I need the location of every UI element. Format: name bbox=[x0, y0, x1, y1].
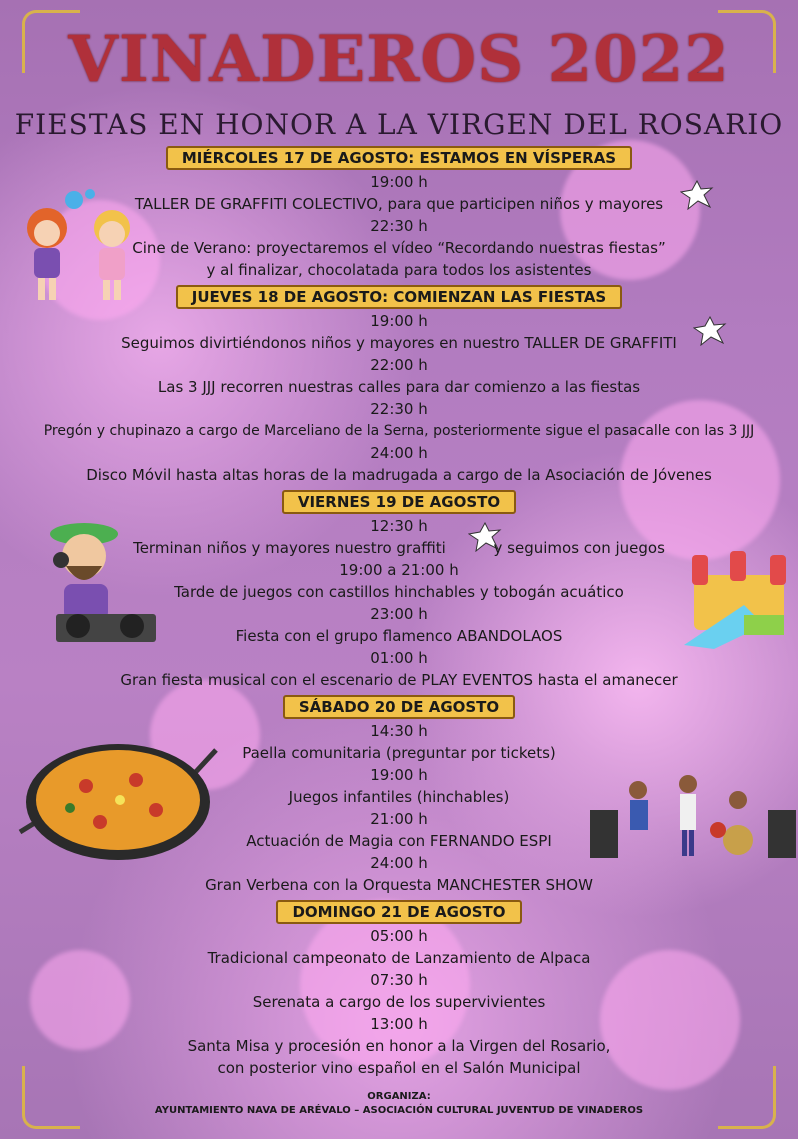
event-time: 24:00 h bbox=[370, 444, 428, 462]
day-section bbox=[0, 285, 798, 486]
event-text: Gran fiesta musical con el escenario de PLAY EVENTOS hasta el amanecer bbox=[120, 671, 678, 689]
event-time: 22:30 h bbox=[370, 400, 428, 418]
event-text: Fiesta con el grupo flamenco ABANDOLAOS bbox=[235, 627, 563, 645]
footer-organizers: AYUNTAMIENTO NAVA DE ARÉVALO – ASOCIACIÓN CULTURAL JUVENTUD DE VINADEROS bbox=[154, 1105, 644, 1116]
event-time: 23:00 h bbox=[370, 605, 428, 623]
event-time: 22:30 h bbox=[370, 217, 428, 235]
event-text: Seguimos divirtiéndonos niños y mayores en nuestro TALLER DE GRAFFITI bbox=[121, 334, 677, 352]
event-text: Juegos infantiles (hinchables) bbox=[288, 788, 510, 806]
event-time: 13:00 h bbox=[370, 1015, 428, 1033]
poster-subtitle: FIESTAS EN HONOR A LA VIRGEN DEL ROSARIO bbox=[14, 108, 784, 141]
event-text: y al finalizar, chocolatada para todos los asistentes bbox=[206, 261, 592, 279]
event-time: 07:30 h bbox=[370, 971, 428, 989]
event-time: 22:00 h bbox=[370, 356, 428, 374]
event-time: 12:30 h bbox=[370, 517, 428, 535]
event-time: 21:00 h bbox=[370, 810, 428, 828]
event-text: Las 3 JJJ recorren nuestras calles para dar comienzo a las fiestas bbox=[157, 378, 641, 396]
event-text: Tradicional campeonato de Lanzamiento de Alpaca bbox=[207, 949, 591, 967]
event-text: Serenata a cargo de los supervivientes bbox=[252, 993, 546, 1011]
event-text: Pregón y chupinazo a cargo de Marceliano de la Serna, posteriormente sigue el pasacalle con las 3 JJJ bbox=[43, 423, 755, 439]
event-text: con posterior vino español en el Salón Municipal bbox=[217, 1059, 581, 1077]
event-time: 14:30 h bbox=[370, 722, 428, 740]
event-text: Paella comunitaria (preguntar por tickets) bbox=[242, 744, 556, 762]
event-text: Cine de Verano: proyectaremos el vídeo “Recordando nuestras fiestas” bbox=[132, 239, 666, 257]
day-header: VIERNES 19 DE AGOSTO bbox=[282, 490, 516, 514]
day-header: SÁBADO 20 DE AGOSTO bbox=[283, 695, 515, 719]
event-text: Terminan niños y mayores nuestro graffiti y seguimos con juegos bbox=[133, 539, 665, 557]
day-header: JUEVES 18 DE AGOSTO: COMIENZAN LAS FIESTAS bbox=[176, 285, 622, 309]
day-header: MIÉRCOLES 17 DE AGOSTO: ESTAMOS EN VÍSPERAS bbox=[166, 146, 632, 170]
event-text: Tarde de juegos con castillos hinchables y tobogán acuático bbox=[174, 583, 624, 601]
footer-label: ORGANIZA: bbox=[367, 1091, 431, 1102]
event-text: Santa Misa y procesión en honor a la Virgen del Rosario, bbox=[187, 1037, 611, 1055]
day-section bbox=[0, 490, 798, 691]
day-section bbox=[0, 146, 798, 281]
event-text: TALLER DE GRAFFITI COLECTIVO, para que participen niños y mayores bbox=[134, 195, 664, 213]
event-time: 19:00 a 21:00 h bbox=[339, 561, 459, 579]
event-time: 24:00 h bbox=[370, 854, 428, 872]
footer bbox=[0, 1090, 798, 1118]
event-time: 01:00 h bbox=[370, 649, 428, 667]
poster-title: VINADEROS 2022 bbox=[68, 22, 730, 97]
event-text: Disco Móvil hasta altas horas de la madrugada a cargo de la Asociación de Jóvenes bbox=[86, 466, 712, 484]
schedule bbox=[0, 146, 798, 1079]
event-text: Actuación de Magia con FERNANDO ESPI bbox=[246, 832, 552, 850]
day-section bbox=[0, 900, 798, 1079]
event-time: 19:00 h bbox=[370, 173, 428, 191]
day-header: DOMINGO 21 DE AGOSTO bbox=[276, 900, 521, 924]
event-text: Gran Verbena con la Orquesta MANCHESTER SHOW bbox=[205, 876, 593, 894]
event-time: 19:00 h bbox=[370, 766, 428, 784]
event-time: 05:00 h bbox=[370, 927, 428, 945]
day-section bbox=[0, 695, 798, 896]
event-time: 19:00 h bbox=[370, 312, 428, 330]
